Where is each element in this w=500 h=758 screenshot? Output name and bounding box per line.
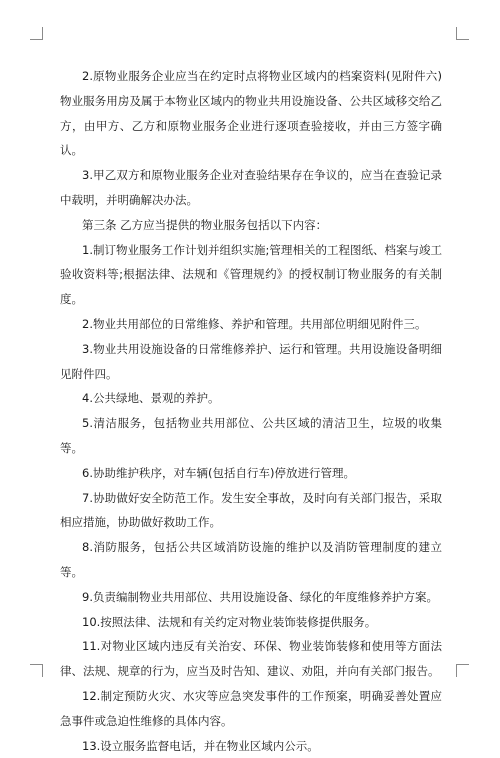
service-item-2: 2.物业共用部位的日常维修、养护和管理。共用部位明细见附件三。 bbox=[82, 316, 427, 331]
paragraph-handover: 2.原物业服务企业应当在约定时点将物业区域内的档案资料(见附件六)物业服务用房及属于本物业区域内的物业共用设施设备、公共区域移交给乙方，由甲方、乙方和原物业服务企业进行逐项查验接收，并由三方签字确认。 bbox=[60, 69, 442, 158]
crop-mark-top-left bbox=[30, 27, 43, 40]
paragraph-dispute: 3.甲乙双方和原物业服务企业对查验结果存在争议的，应当在查验记录中载明，并明确解决办法。 bbox=[60, 168, 442, 207]
crop-mark-top-right bbox=[456, 27, 469, 40]
crop-mark-bottom-right bbox=[456, 664, 469, 677]
service-item-5: 5.清洁服务，包括物业共用部位、公共区域的清洁卫生，垃圾的收集等。 bbox=[60, 416, 442, 455]
service-item-8: 8.消防服务，包括公共区域消防设施的维护以及消防管理制度的建立等。 bbox=[60, 540, 442, 579]
service-item-4: 4.公共绿地、景观的养护。 bbox=[82, 391, 220, 406]
service-item-1: 1.制订物业服务工作计划并组织实施;管理相关的工程图纸、档案与竣工验收资料等;根据法律、法规和《管理规约》的授权制订物业服务的有关制度。 bbox=[60, 242, 442, 307]
service-item-10: 10.按照法律、法规和有关约定对物业装饰装修提供服务。 bbox=[82, 614, 377, 629]
service-item-13: 13.设立服务监督电话，并在物业区域内公示。 bbox=[82, 738, 319, 753]
service-item-6: 6.协助维护秩序，对车辆(包括自行车)停放进行管理。 bbox=[82, 465, 355, 480]
service-item-9: 9.负责编制物业共用部位、共用设施设备、绿化的年度维修养护方案。 bbox=[82, 589, 438, 604]
service-item-12: 12.制定预防火灾、水灾等应急突发事件的工作预案，明确妥善处置应急事件或急迫性维修的具体内容。 bbox=[60, 688, 442, 728]
service-item-3: 3.物业共用设施设备的日常维修养护、运行和管理。共用设施设备明细见附件四。 bbox=[60, 341, 442, 381]
service-item-7: 7.协助做好安全防范工作。发生安全事故，及时向有关部门报告，采取相应措施，协助做好救助工作。 bbox=[60, 490, 442, 530]
crop-mark-bottom-left bbox=[30, 664, 43, 677]
article-three-heading: 第三条 乙方应当提供的物业服务包括以下内容： bbox=[82, 217, 328, 232]
service-item-11: 11.对物业区域内违反有关治安、环保、物业装饰装修和使用等方面法律、法规、规章的行为，应当及时告知、建议、劝阻，并向有关部门报告。 bbox=[60, 639, 442, 679]
document-body bbox=[60, 64, 442, 758]
